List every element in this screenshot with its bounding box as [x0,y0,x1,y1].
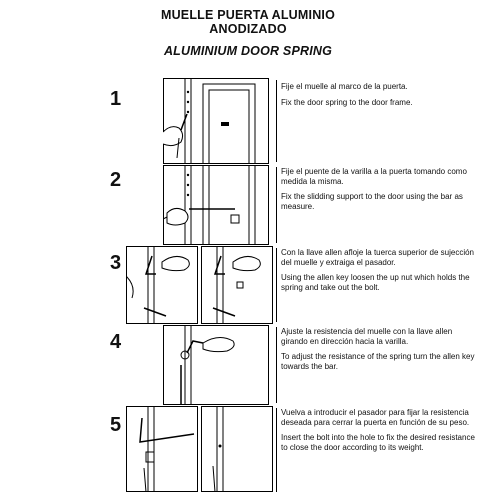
step-text-en: To adjust the resistance of the spring turn the allen key towards the bar. [281,352,475,371]
step-4 [0,325,496,405]
step-3-illustration-b [201,246,273,324]
step-3-illustration-a [126,246,198,324]
step-1 [0,78,496,164]
divider [276,248,277,322]
step-4-text [281,327,481,377]
step-number: 4 [110,331,122,353]
step-3 [0,246,496,324]
step-3-text [281,248,481,298]
step-text-es: Fije el muelle al marco de la puerta. [281,82,408,91]
step-text-es: Ajuste la resistencia del muelle con la llave allen girando en dirección hacia la varilla. [281,327,453,346]
step-5 [0,406,496,494]
step-text-en: Insert the bolt into the hole to fix the desired resistance to close the door according to its weight. [281,433,475,452]
divider [276,408,277,492]
page-title-line-2: ANODIZADO [209,22,287,36]
step-text-es: Con la llave allen afloje la tuerca superior de sujección del muelle y extraiga el pasador. [281,248,474,267]
step-4-illustration [163,325,273,405]
step-5-illustration-b [201,406,273,492]
divider [276,167,277,243]
step-1-text [281,82,481,113]
step-number: 3 [110,252,122,274]
step-number: 5 [110,414,122,436]
step-2 [0,165,496,245]
page-title: MUELLE PUERTA ALUMINIO [160,8,336,22]
step-number: 1 [110,88,122,110]
step-text-en: Fix the door spring to the door frame. [281,97,413,107]
step-5-text [281,408,481,458]
step-text-es: Vuelva a introducir el pasador para fijar la resistencia deseada para cerrar la puerta en función de su peso. [281,408,470,427]
step-2-text [281,167,481,217]
step-text-en: Using the allen key loosen the up nut which holds the spring and take out the bolt. [281,273,470,292]
divider [276,80,277,162]
step-number: 2 [110,169,122,191]
step-text-en: Fix the slidding support to the door using the bar as measure. [281,192,463,211]
step-1-illustration [163,78,273,164]
step-5-illustration-a [126,406,198,492]
page-subtitle: ALUMINIUM DOOR SPRING [163,44,333,58]
divider [276,327,277,403]
step-text-es: Fije el puente de la varilla a la puerta tomando como medida la misma. [281,167,467,186]
step-2-illustration [163,165,273,245]
